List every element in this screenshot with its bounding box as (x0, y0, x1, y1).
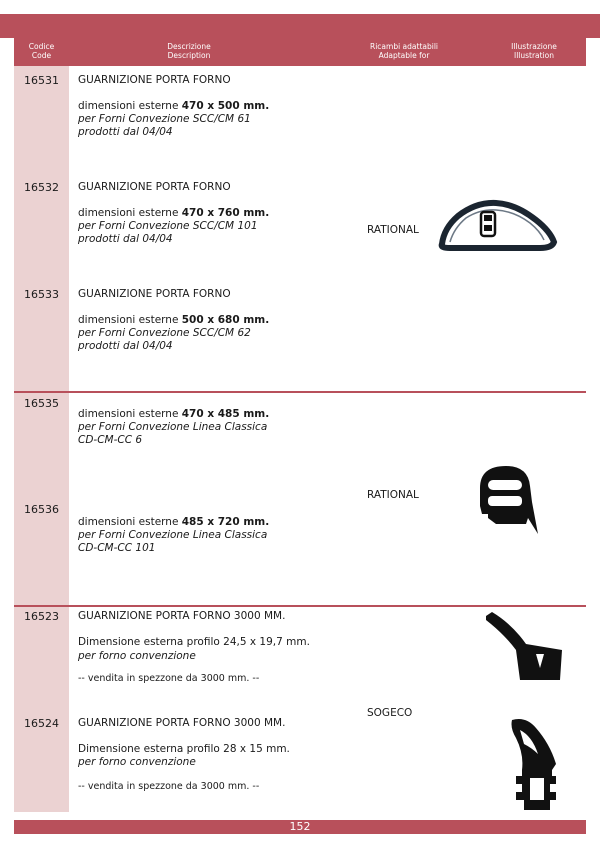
item-note: prodotti dal 04/04 (78, 126, 173, 138)
table-header (14, 38, 586, 66)
item-title: GUARNIZIONE PORTA FORNO (78, 288, 231, 300)
item-dimensions: dimensioni esterne 470 x 500 mm. (78, 100, 270, 112)
seal-profile-illustration (502, 714, 564, 812)
seal-profile-illustration (484, 610, 564, 682)
item-code: 16536 (24, 503, 59, 516)
item-code: 16533 (24, 288, 59, 301)
item-note: per Forni Convezione SCC/CM 101 (78, 220, 258, 232)
item-note: per Forni Convezione SCC/CM 61 (78, 113, 251, 125)
item-note: per forno convenzione (78, 756, 196, 768)
item-code: 16532 (24, 181, 59, 194)
item-title: GUARNIZIONE PORTA FORNO (78, 74, 231, 86)
item-note: prodotti dal 04/04 (78, 340, 173, 352)
item-sale-note: -- vendita in spezzone da 3000 mm. -- (78, 781, 260, 792)
item-note: per forno convenzione (78, 650, 196, 662)
page-number: 152 (14, 820, 586, 834)
item-note: per Forni Convezione SCC/CM 62 (78, 327, 251, 339)
item-dimensions: Dimensione esterna profilo 28 x 15 mm. (78, 743, 290, 755)
header-illustration: Illustrazione Illustration (511, 42, 557, 60)
header-description: Descrizione Description (167, 42, 211, 60)
gasket-profile-illustration (474, 462, 542, 536)
code-column-group2 (14, 393, 69, 605)
brand-label: SOGECO (367, 707, 413, 719)
item-note: CD-CM-CC 6 (78, 434, 143, 446)
item-dimensions: dimensioni esterne 485 x 720 mm. (78, 516, 270, 528)
item-title: GUARNIZIONE PORTA FORNO 3000 MM. (78, 717, 286, 729)
header-code: Codice Code (28, 42, 55, 60)
brand-label: RATIONAL (367, 224, 419, 236)
header-adaptable: Ricambi adattabili Adaptable for (370, 42, 438, 60)
item-code: 16535 (24, 397, 59, 410)
item-sale-note: -- vendita in spezzone da 3000 mm. -- (78, 673, 260, 684)
code-column-group1 (14, 66, 69, 391)
item-dimensions: dimensioni esterne 500 x 680 mm. (78, 314, 270, 326)
top-bar (0, 14, 600, 38)
item-note: per Forni Convezione Linea Classica (78, 529, 268, 541)
group-separator (14, 605, 586, 607)
code-column-group3 (14, 607, 69, 812)
item-note: prodotti dal 04/04 (78, 233, 173, 245)
item-code: 16531 (24, 74, 59, 87)
item-note: per Forni Convezione Linea Classica (78, 421, 268, 433)
item-code: 16524 (24, 717, 59, 730)
item-dimensions: dimensioni esterne 470 x 485 mm. (78, 408, 270, 420)
group-separator (14, 391, 586, 393)
item-dimensions: dimensioni esterne 470 x 760 mm. (78, 207, 270, 219)
item-title: GUARNIZIONE PORTA FORNO (78, 181, 231, 193)
item-dimensions: Dimensione esterna profilo 24,5 x 19,7 mm. (78, 636, 310, 648)
gasket-frame-illustration (436, 198, 558, 252)
item-code: 16523 (24, 610, 59, 623)
item-title: GUARNIZIONE PORTA FORNO 3000 MM. (78, 610, 286, 622)
item-note: CD-CM-CC 101 (78, 542, 156, 554)
brand-label: RATIONAL (367, 489, 419, 501)
